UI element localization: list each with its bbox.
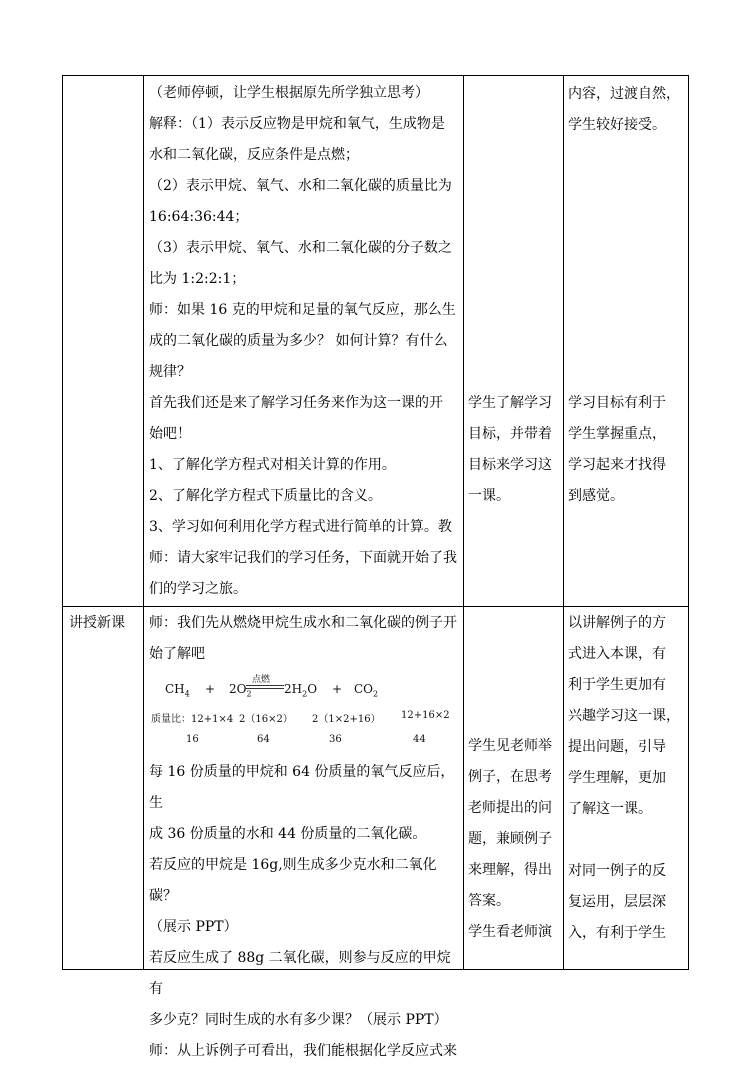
- text-line: 解释：（1）表示反应物是甲烷和氧气，生成物是: [149, 116, 445, 132]
- row2-stage-cell: [69, 608, 141, 639]
- ratio-co2: 12+16×2: [401, 710, 450, 721]
- text-line: 若反应生成了 88g 二氧化碳，则参与反应的甲烷有: [149, 950, 451, 997]
- text-line: 一课。: [468, 488, 510, 504]
- formula-ch4: $CH_4$: [165, 682, 190, 699]
- stage-label: 讲授新课: [69, 615, 125, 631]
- text-line: 首先我们还是来了解学习任务来作为这一课的开: [149, 395, 443, 411]
- row2-design-intent-a: [568, 608, 688, 825]
- ratio-h2o: 2（1×2+16）: [312, 714, 381, 725]
- row1-student-activity-cell: [468, 388, 562, 512]
- text-line: 复运用，层层深: [568, 894, 666, 910]
- text-line: 比为 1:2:2:1；: [149, 271, 246, 287]
- text-line: 入，有利于学生: [568, 925, 666, 941]
- text-line: 师：请大家牢记我们的学习任务，下面就开始了我: [149, 550, 457, 566]
- text-line: 学生掌握重点，: [568, 426, 666, 442]
- text-line: 2、了解化学方程式下质量比的含义。: [149, 488, 382, 504]
- text-line: （3）表示甲烷、氧气、水和二氧化碳的分子数之: [149, 240, 452, 256]
- text-line: 老师提出的问: [468, 800, 552, 816]
- row2-design-intent-b: [568, 856, 688, 949]
- text-line: 若反应的甲烷是 16g,则生成多少克水和二氧化碳？: [149, 857, 437, 904]
- total-co2: 44: [413, 734, 426, 745]
- text-line: 师：我们先从燃烧甲烷生成水和二氧化碳的例子开: [149, 615, 457, 631]
- reaction-arrow: [246, 688, 284, 689]
- total-o2: 64: [257, 734, 270, 745]
- text-line: 目标来学习这: [468, 457, 552, 473]
- text-line: （展示 PPT）: [149, 919, 238, 935]
- text-line: 1、了解化学方程式对相关计算的作用。: [149, 457, 396, 473]
- text-line: 师：从上诉例子可看出，我们能根据化学反应式来: [149, 1043, 457, 1059]
- text-line: 每 16 份质量的甲烷和 64 份质量的氧气反应后，生: [149, 764, 455, 811]
- text-line: 们的学习之旅。: [149, 581, 247, 597]
- text-line: 内容，过渡自然，: [568, 86, 680, 102]
- formula-h2o: $2H_2O$: [284, 682, 318, 699]
- total-h2o: 36: [329, 734, 342, 745]
- text-line: 规律？: [149, 364, 191, 380]
- row2-content-intro: [149, 608, 461, 670]
- formula-co2: $CO_2$: [354, 682, 379, 699]
- text-line: 始了解吧: [149, 646, 205, 662]
- text-line: 3、学习如何利用化学方程式进行简单的计算。教: [149, 519, 452, 535]
- row-divider: [63, 606, 688, 607]
- plus-sign: +: [205, 682, 216, 696]
- text-line: 兴趣学习这一课，: [568, 708, 680, 724]
- row1-design-intent-bottom: [568, 388, 688, 512]
- text-line: 学生看老师演: [468, 924, 552, 940]
- text-line: 利于学生更加有: [568, 677, 666, 693]
- text-line: 提出问题，引导: [568, 739, 666, 755]
- text-line: 学习起来才找得: [568, 457, 666, 473]
- text-line: （2）表示甲烷、氧气、水和二氧化碳的质量比为: [149, 178, 452, 194]
- column-divider: [563, 76, 564, 969]
- total-ch4: 16: [186, 734, 199, 745]
- text-line: 目标，并带着: [468, 426, 552, 442]
- ratio-o2: 2（16×2）: [239, 714, 293, 725]
- text-line: 了解这一课。: [568, 801, 652, 817]
- column-divider: [463, 76, 464, 969]
- formula-o2: $2O_2$: [229, 682, 252, 699]
- text-line: 对同一例子的反: [568, 863, 666, 879]
- text-line: 答案。: [468, 893, 510, 909]
- chemical-equation: [149, 674, 461, 754]
- text-line: 学生了解学习: [468, 395, 552, 411]
- reaction-arrow: [246, 685, 284, 686]
- plus-sign: +: [332, 682, 343, 696]
- text-line: 题，兼顾例子: [468, 831, 552, 847]
- text-line: 到感觉。: [568, 488, 624, 504]
- text-line: 水和二氧化碳，反应条件是点燃；: [149, 147, 359, 163]
- text-line: 学习目标有利于: [568, 395, 666, 411]
- text-line: 师：如果 16 克的甲烷和足量的氧气反应，那么生: [149, 302, 456, 318]
- lesson-table: [62, 75, 689, 1059]
- text-line: 式进入本课，有: [568, 646, 666, 662]
- row2-content-rest: [149, 757, 461, 1067]
- text-line: 例子，在思考: [468, 769, 552, 785]
- column-divider: [143, 76, 144, 969]
- text-line: 始吧！: [149, 426, 191, 442]
- text-line: 成的二氧化碳的质量为多少？ 如何计算？有什么: [149, 333, 448, 349]
- reaction-condition: 点燃: [252, 675, 271, 685]
- text-line: 16:64:36:44；: [149, 209, 249, 225]
- text-line: 以讲解例子的方: [568, 615, 666, 631]
- text-line: 成 36 份质量的水和 44 份质量的二氧化碳。: [149, 826, 427, 842]
- text-line: （老师停顿，让学生根据原先所学独立思考）: [149, 85, 429, 101]
- row2-student-activity-cell: [468, 731, 562, 948]
- row1-content-cell: [149, 78, 461, 605]
- text-line: 来理解，得出: [468, 862, 552, 878]
- text-line: 学生较好接受。: [568, 117, 666, 133]
- text-line: 学生理解，更加: [568, 770, 666, 786]
- ratio-label: 质量比：12+1×4: [151, 714, 234, 725]
- text-line: 学生见老师举: [468, 738, 552, 754]
- row1-design-intent-top: [568, 79, 688, 141]
- text-line: 多少克？同时生成的水有多少课？（展示 PPT）: [149, 1012, 448, 1028]
